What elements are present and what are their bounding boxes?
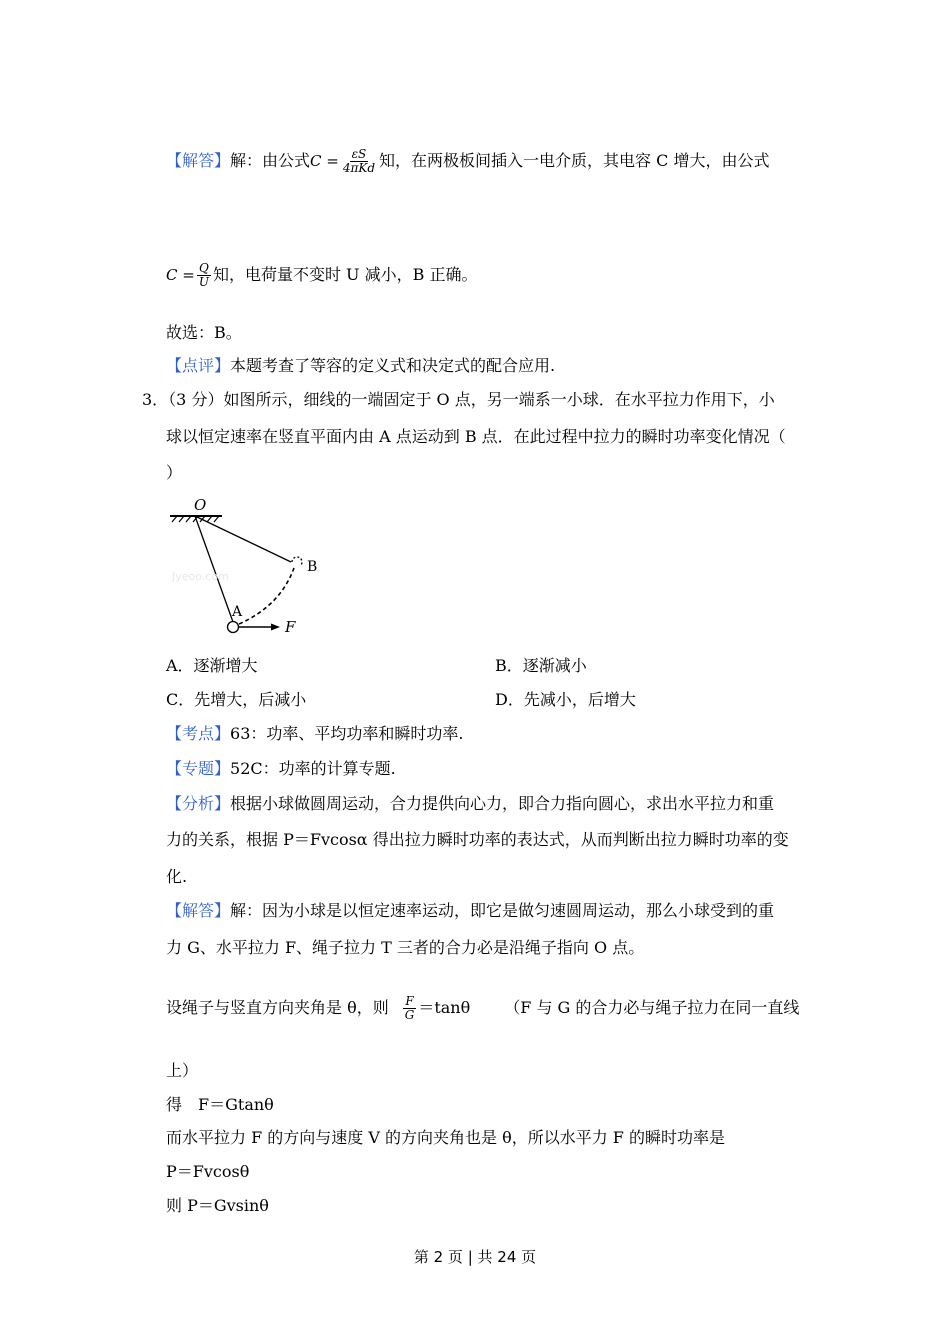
jieda-line-4: 上） <box>166 1061 199 1080</box>
answer-text: 解：由公式 <box>230 151 311 170</box>
kaodian-line <box>166 723 463 745</box>
option-d: D．先减小，后增大 <box>495 690 636 709</box>
option-a: A．逐渐增大 <box>166 656 258 675</box>
answer-line-2 <box>166 262 477 289</box>
path-arc <box>239 568 294 624</box>
jieda-text: 设绳子与竖直方向夹角是 θ，则 <box>166 998 389 1017</box>
jieda-tag: 【解答】 <box>166 901 231 920</box>
page-footer: 第 2 页 | 共 24 页 <box>413 1248 537 1266</box>
label-b: B <box>307 559 318 575</box>
pendulum-figure <box>160 494 340 644</box>
jieda-line-6: 而水平拉力 F 的方向与速度 V 的方向夹角也是 θ，所以水平力 F 的瞬时功率是 <box>166 1128 725 1147</box>
comment-line <box>166 355 555 377</box>
answer-tag: 【解答】 <box>166 151 231 170</box>
kaodian-tag: 【考点】 <box>166 724 231 743</box>
question-3-line-3: ） <box>166 463 183 482</box>
option-b: B．逐渐减小 <box>495 656 587 675</box>
jieda-line-1 <box>166 900 774 922</box>
force-arrow-head <box>271 624 280 631</box>
jieda-text: 解：因为小球是以恒定速率运动，即它是做匀速圆周运动，那么小球受到的重 <box>230 901 775 920</box>
answer-line-1 <box>166 148 769 175</box>
fenxi-line-2: 力的关系，根据 P＝Fvcosα 得出拉力瞬时功率的表达式，从而判断出拉力瞬时功率的变 <box>166 830 789 849</box>
capacitance-formula: $\frac{\varepsilon S}{\text{4πKd}}$ <box>342 147 376 175</box>
formula-lhs: C = <box>166 266 195 284</box>
zhuanti-line <box>166 758 396 780</box>
fenxi-tag: 【分析】 <box>166 794 231 813</box>
question-3-line-2: 球以恒定速率在竖直平面内由 A 点运动到 B 点．在此过程中拉力的瞬时功率变化情况（ <box>166 427 786 446</box>
formula-lhs: C = <box>310 152 339 170</box>
label-f: F <box>285 618 296 636</box>
jieda-line-2: 力 G、水平拉力 F、绳子拉力 T 三者的合力必是沿绳子指向 O 点。 <box>166 938 645 957</box>
answer-text: 知，电荷量不变时 U 减小，B 正确。 <box>212 265 478 284</box>
zhuanti-text: 52C：功率的计算专题. <box>230 759 396 778</box>
zhuanti-tag: 【专题】 <box>166 759 231 778</box>
option-c: C．先增大，后减小 <box>166 690 307 709</box>
fenxi-line-3: 化. <box>166 867 188 886</box>
jieda-text: （F 与 G 的合力必与绳子拉力在同一直线 <box>504 998 800 1017</box>
comment-text: 本题考查了等容的定义式和决定式的配合应用. <box>230 356 556 375</box>
label-o: O <box>194 496 207 514</box>
jieda-line-5: 得 F＝Gtanθ <box>166 1095 274 1114</box>
label-a: A <box>232 604 243 620</box>
answer-text: 知，在两极板间插入一电介质，其电容 C 增大，由公式 <box>379 151 770 170</box>
fenxi-text: 根据小球做圆周运动，合力提供向心力，即合力指向圆心，求出水平拉力和重 <box>230 794 775 813</box>
jieda-line-7: P＝Fvcosθ <box>166 1162 250 1181</box>
ball-a <box>228 622 239 633</box>
watermark: Jyeoo.com <box>172 570 229 583</box>
force-ratio-fraction: $\frac{F}{G}$ <box>404 994 415 1022</box>
jieda-line-3 <box>166 995 799 1022</box>
comment-tag: 【点评】 <box>166 356 231 375</box>
question-3-line-1: 3．（3 分）如图所示，细线的一端固定于 O 点，另一端系一小球．在水平拉力作用下，小 <box>142 390 775 409</box>
jieda-text: ＝tanθ <box>418 998 471 1017</box>
answer-choice: 故选：B。 <box>166 323 242 342</box>
kaodian-text: 63：功率、平均功率和瞬时功率. <box>230 724 464 743</box>
capacitance-definition-formula: $\frac{Q}{U}$ <box>198 261 209 289</box>
fenxi-line-1 <box>166 793 774 815</box>
ball-b <box>292 557 302 566</box>
jieda-line-8: 则 P＝Gvsinθ <box>166 1196 269 1215</box>
